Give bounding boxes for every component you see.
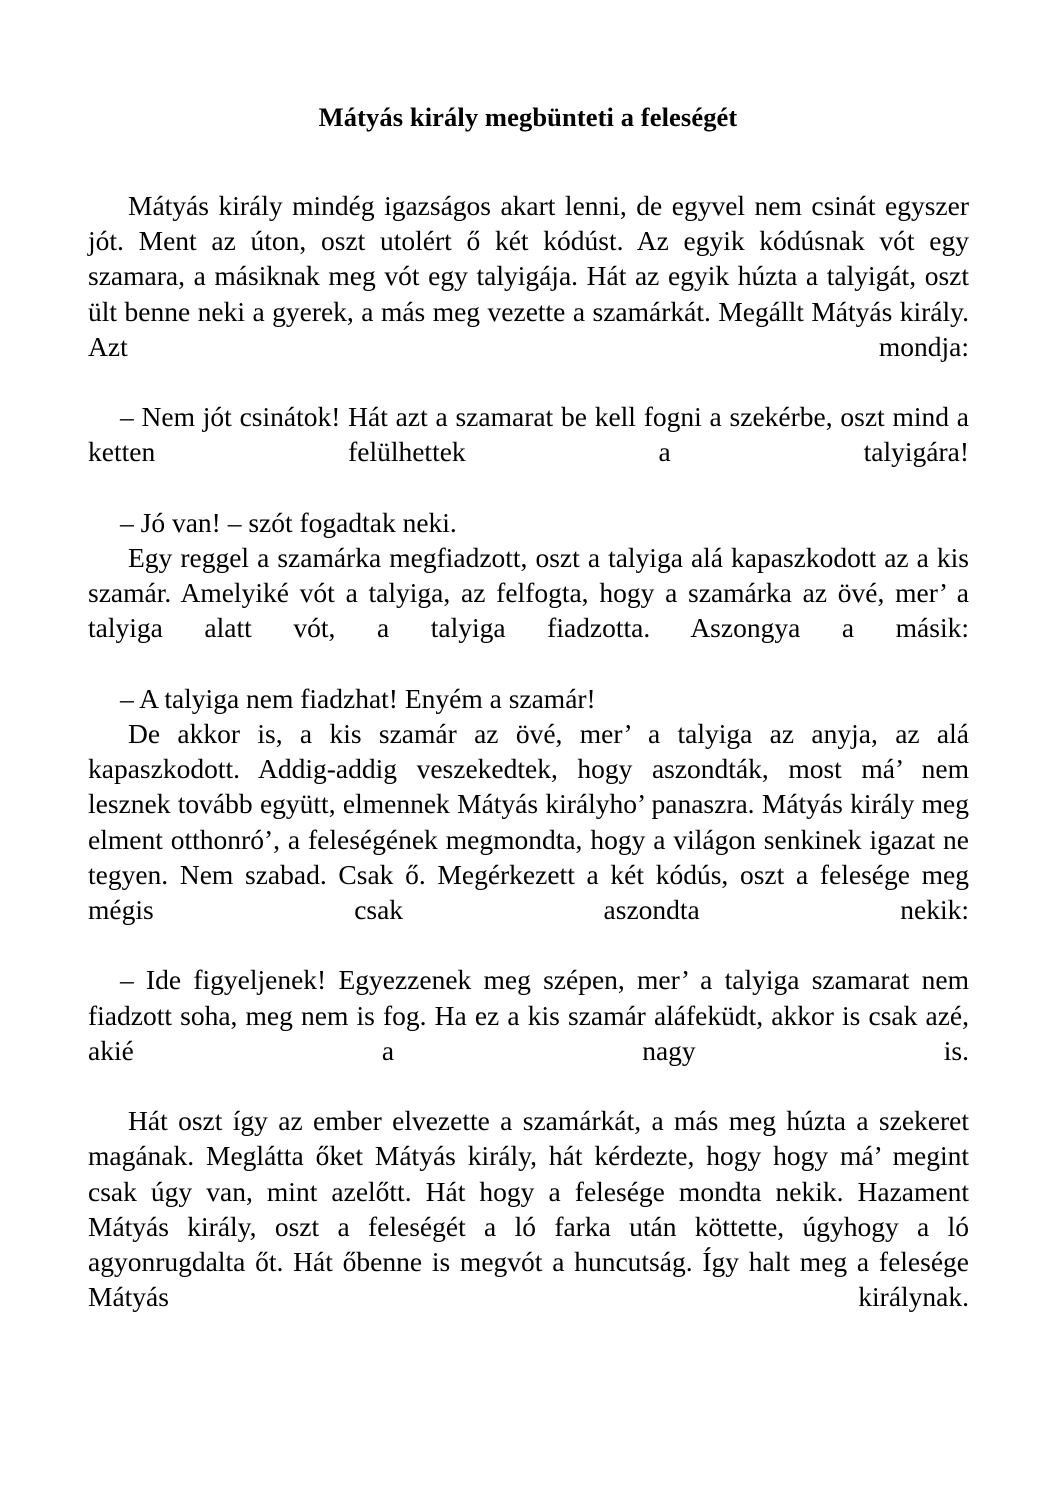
paragraph-dialogue-2: – Jó van! – szót fogadtak neki. (120, 506, 457, 538)
document-body (88, 188, 969, 1350)
paragraph-dialogue-3: – A talyiga nem fiadzhat! Enyém a szamár! (120, 682, 596, 714)
paragraph-narrative-1: Mátyás király mindég igazságos akart lenni, de egyvel nem csinát egyszer jót. Ment az úton, oszt utolért ő két kódúst. Az egyik kódúsnak vót egy szamara, a másiknak meg vót egy talyigája. Hát az egyik húzta a talyigát, oszt ült benne neki a gyerek, a más meg vezette a szamárkát. Megállt Mátyás király. Azt mondja: (88, 190, 969, 362)
paragraph-dialogue-1: – Nem jót csinátok! Hát azt a szamarat be kell fogni a szekérbe, oszt mind a ketten felülhettek a talyigára! (88, 401, 969, 468)
paragraph-narrative-3: De akkor is, a kis szamár az övé, mer’ a talyiga az anyja, az alá kapaszkodott. Addig-addig veszekedtek, hogy aszondták, most má’ nem lesznek tovább együtt, elmennek Mátyás királyho’ panaszra. Mátyás király meg elment otthonró’, a feleségének megmondta, hogy a világon senkinek igazat ne tegyen. Nem szabad. Csak ő. Megérkezett a két kódús, oszt a felesége meg mégis csak aszondta nekik: (88, 718, 969, 926)
paragraph-dialogue-4: – Ide figyeljenek! Egyezzenek meg szépen, mer’ a talyiga szamarat nem fiadzott soha, meg nem is fog. Ha ez a kis szamár aláfeküdt, akkor is csak azé, akié a nagy is. (88, 964, 969, 1066)
paragraph-narrative-4: Hát oszt így az ember elvezette a szamárkát, a más meg húzta a szekeret magának. Meglátta őket Mátyás király, hát kérdezte, hogy hogy má’ megint csak úgy van, mint azelőtt. Hát hogy a felesége mondta nekik. Hazament Mátyás király, oszt a feleségét a ló farka után köttette, úgyhogy a ló agyonrugdalta őt. Hát őbenne is megvót a huncutság. Így halt meg a felesége Mátyás királynak. (88, 1105, 969, 1313)
paragraph-narrative-2: Egy reggel a szamárka megfiadzott, oszt a talyiga alá kapaszkodott az a kis szamár. Amelyiké vót a talyiga, az felfogta, hogy a szamárka az övé, mer’ a talyiga alatt vót, a talyiga fiadzotta. Aszongya a másik: (88, 542, 969, 644)
page-title: Mátyás király megbünteti a feleségét (318, 101, 738, 132)
